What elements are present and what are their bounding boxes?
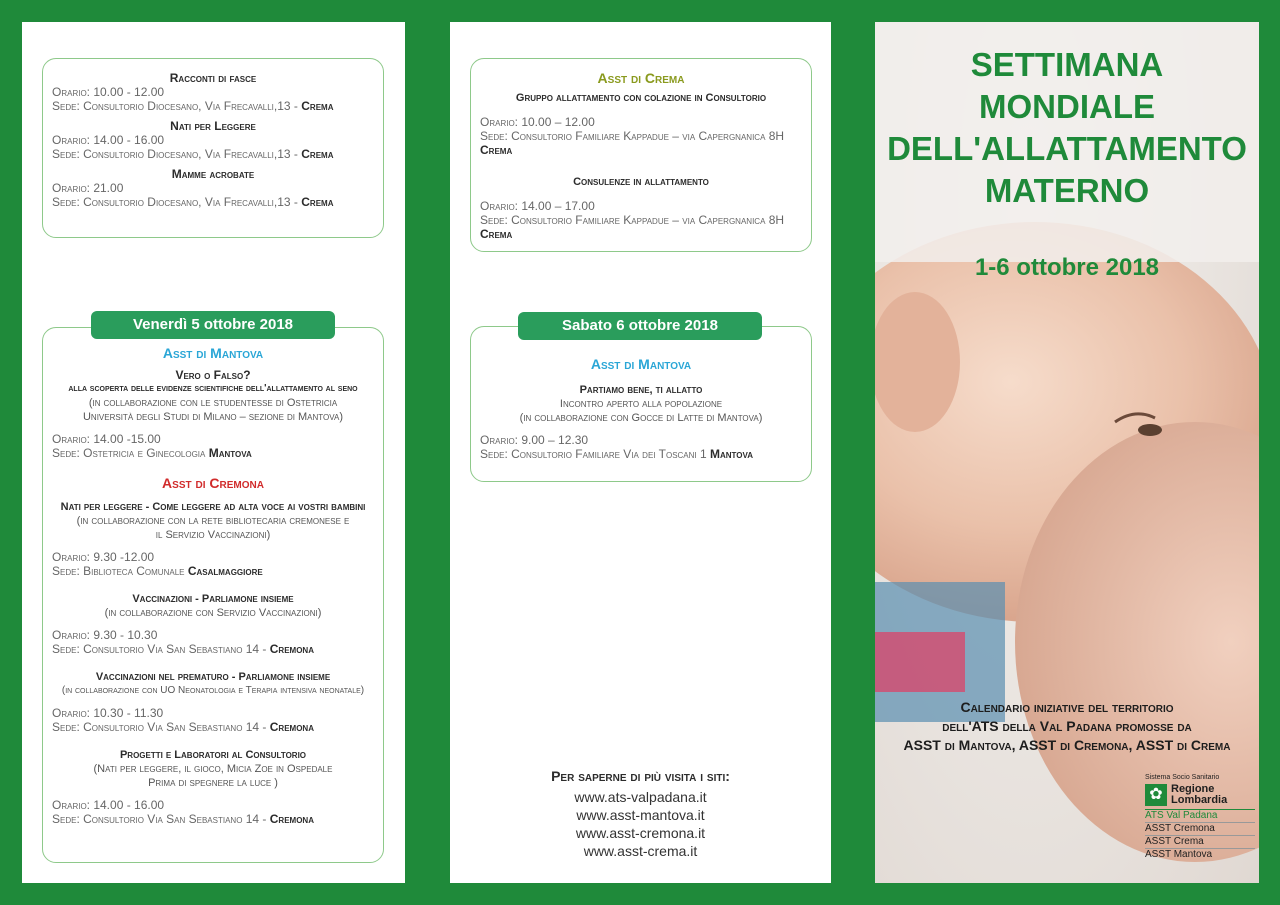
site-link-cremona[interactable]: www.asst-cremona.it <box>575 825 706 841</box>
event-orario: Orario: 9.30 -12.00 <box>52 550 155 564</box>
event-note: il Servizio Vaccinazioni) <box>155 529 271 541</box>
event-title: Nati per leggere - Come leggere ad alta voce ai vostri bambini <box>60 501 366 513</box>
logo-brand <box>1145 784 1255 806</box>
event-cremona-4 <box>43 748 383 826</box>
event-orario: Orario: 9.00 – 12.30 <box>480 433 589 447</box>
cover-text-line: ASST di Mantova, ASST di Cremona, ASST di Crema <box>903 737 1231 753</box>
event-sede: Sede: Consultorio Diocesano, Via Frecavalli,13 - Crema <box>52 195 334 209</box>
event-cremona-2 <box>43 592 383 656</box>
event-orario: Orario: 14.00 -15.00 <box>52 432 161 446</box>
cover-title-line: MATERNO <box>984 172 1150 209</box>
event-title: Vaccinazioni nel prematuro - Parliamone insieme <box>95 671 331 683</box>
site-link-ats[interactable]: www.ats-valpadana.it <box>574 789 707 805</box>
event-nati <box>43 119 383 161</box>
logo-top-text: Sistema Socio Sanitario <box>1145 774 1220 781</box>
event-note: (in collaborazione con UO Neonatologia e Terapia intensiva neonatale) <box>61 685 365 696</box>
cover-title <box>875 44 1259 212</box>
event-sede: Sede: Biblioteca Comunale Casalmaggiore <box>52 564 263 578</box>
event-subtitle: alla scoperta delle evidenze scientifiche dell'allattamento al seno <box>68 383 358 394</box>
event-sede: Sede: Consultorio Familiare Kappadue – via Capergnanica 8H <box>480 213 785 227</box>
event-sede: Sede: Consultorio Via San Sebastiano 14 - Cremona <box>52 812 314 826</box>
panel-left <box>22 22 405 883</box>
sites-section <box>450 768 831 860</box>
org-asst-mantova: Asst di Mantova <box>162 345 264 361</box>
cover-text-line: dell'ATS della Val Padana promosse da <box>942 718 1192 734</box>
event-cremona-1 <box>43 500 383 578</box>
day-label-friday: Venerdì 5 ottobre 2018 <box>91 311 335 339</box>
event-title: Mamme acrobate <box>171 167 255 181</box>
event-note: (in collaborazione con Gocce di Latte di Mantova) <box>519 412 763 424</box>
event-title: Racconti di fasce <box>169 71 257 85</box>
event-title: Consulenze in allattamento <box>573 176 709 188</box>
event-orario: Orario: 14.00 – 17.00 <box>480 199 595 213</box>
cover-title-line: MONDIALE <box>979 88 1155 125</box>
events-box-crema <box>470 58 812 252</box>
event-crema-1 <box>471 91 811 157</box>
org-asst-mantova-sat: Asst di Mantova <box>590 356 692 372</box>
event-orario: Orario: 14.00 - 16.00 <box>52 133 165 147</box>
logo-brand-line: Regione <box>1171 783 1215 795</box>
event-orario: Orario: 10.30 - 11.30 <box>52 706 164 720</box>
day-label-saturday: Sabato 6 ottobre 2018 <box>518 312 762 340</box>
event-cremona-3 <box>43 670 383 734</box>
event-sede: Sede: Consultorio Diocesano, Via Frecavalli,13 - Crema <box>52 99 334 113</box>
event-title: Gruppo allattamento con colazione in Consultorio <box>515 92 767 104</box>
logo-brand-line: Lombardia <box>1171 794 1228 806</box>
site-link-mantova[interactable]: www.asst-mantova.it <box>576 807 705 823</box>
cover-text-line: Calendario iniziative del territorio <box>960 699 1174 715</box>
events-box-saturday <box>470 326 812 482</box>
event-title: Vero o Falso? <box>175 368 251 382</box>
rose-camuna-icon: ✿ <box>1145 784 1167 806</box>
event-mamme <box>43 167 383 209</box>
panel-middle <box>450 22 831 883</box>
cover-calendar-text <box>875 698 1259 755</box>
event-note: (in collaborazione con la rete bibliotecaria cremonese e <box>76 515 350 527</box>
event-title: Nati per Leggere <box>170 119 256 133</box>
panel-cover <box>875 22 1259 883</box>
event-title: Vaccinazioni - Parliamone insieme <box>132 593 294 605</box>
logo-item: ASST Crema <box>1145 836 1204 847</box>
event-sede: Sede: Consultorio Via San Sebastiano 14 - Cremona <box>52 642 314 656</box>
regione-lombardia-logo <box>1145 774 1255 861</box>
event-note: (in collaborazione con Servizio Vaccinazioni) <box>104 607 322 619</box>
event-orario: Orario: 10.00 - 12.00 <box>52 85 165 99</box>
cover-title-line: SETTIMANA <box>970 46 1164 83</box>
event-crema-2 <box>471 175 811 241</box>
event-city: Crema <box>480 227 513 241</box>
event-note: (Nati per leggere, il gioco, Micia Zoe in Ospedale <box>93 763 333 775</box>
event-sede: Sede: Consultorio Diocesano, Via Frecavalli,13 - Crema <box>52 147 334 161</box>
event-orario: Orario: 10.00 – 12.00 <box>480 115 595 129</box>
event-title: Progetti e Laboratori al Consultorio <box>119 749 307 761</box>
event-sede: Sede: Ostetricia e Ginecologia Mantova <box>52 446 252 460</box>
event-racconti <box>43 71 383 113</box>
cover-dates: 1-6 ottobre 2018 <box>974 254 1160 281</box>
event-note: Università degli Studi di Milano – sezione di Mantova) <box>82 411 344 423</box>
event-note: (in collaborazione con le studentesse di Ostetricia <box>88 397 338 409</box>
logo-item: ASST Cremona <box>1145 823 1215 834</box>
event-orario: Orario: 21.00 <box>52 181 124 195</box>
event-orario: Orario: 9.30 - 10.30 <box>52 628 158 642</box>
event-sede: Sede: Consultorio Via San Sebastiano 14 - Cremona <box>52 720 314 734</box>
event-sede: Sede: Consultorio Familiare Kappadue – via Capergnanica 8H <box>480 129 785 143</box>
org-asst-crema: Asst di Crema <box>597 70 685 86</box>
event-city: Crema <box>480 143 513 157</box>
events-box-friday <box>42 327 384 863</box>
event-title: Partiamo bene, ti allatto <box>579 384 703 396</box>
events-box-top <box>42 58 384 238</box>
event-sede: Sede: Consultorio Familiare Via dei Toscani 1 Mantova <box>480 447 754 461</box>
event-orario: Orario: 14.00 - 16.00 <box>52 798 165 812</box>
sites-header: Per saperne di più visita i siti: <box>551 768 730 784</box>
org-asst-cremona: Asst di Cremona <box>162 475 264 491</box>
cover-title-line: DELL'ALLATTAMENTO <box>887 130 1247 167</box>
event-sub: Incontro aperto alla popolazione <box>559 398 723 410</box>
event-note: Prima di spegnere la luce ) <box>148 777 278 789</box>
logo-item: ASST Mantova <box>1145 849 1213 860</box>
site-link-crema[interactable]: www.asst-crema.it <box>583 843 698 859</box>
logo-item: ATS Val Padana <box>1145 810 1218 821</box>
